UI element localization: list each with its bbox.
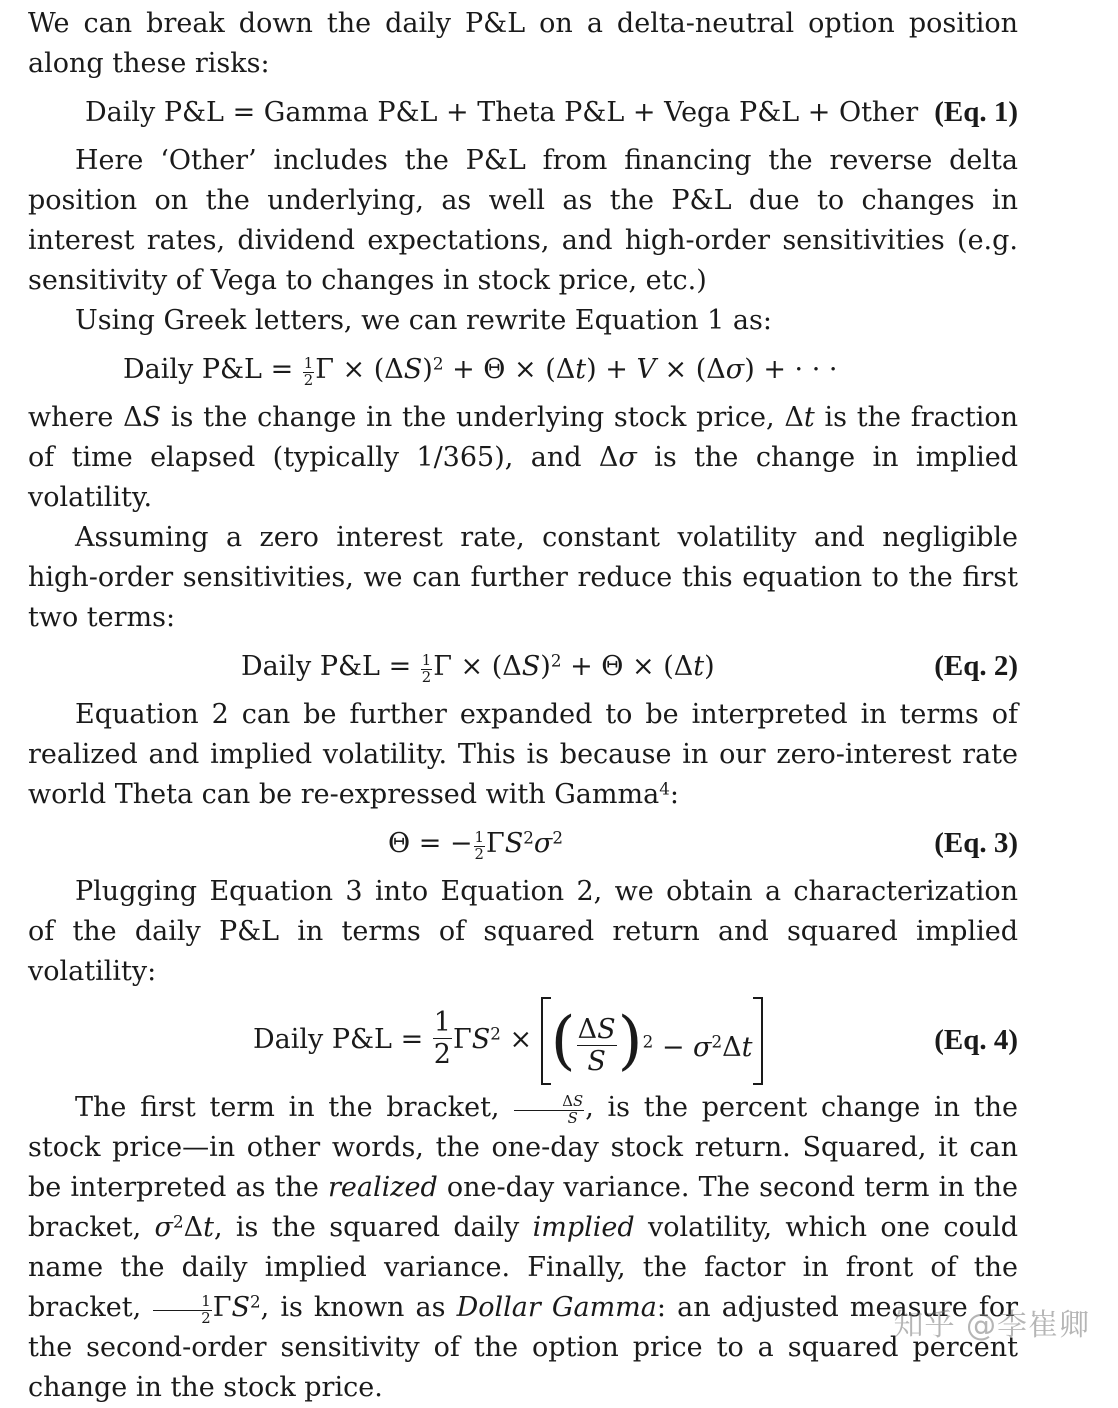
paragraph-where: where ΔS is the change in the underlying stock price, Δt is the fraction of time elapsed (typically 1/365), and Δσ is the change in implied volatility.	[28, 402, 1018, 513]
paragraph-expanded: Equation 2 can be further expanded to be interpreted in terms of realized and implied volatility. This is because in our zero-interest rate world Theta can be re-expressed with Gamma$^4$:	[28, 699, 1018, 810]
paragraph-assuming: Assuming a zero interest rate, constant volatility and negligible high-order sensitivities, we can further reduce this equation to the first two terms:	[28, 522, 1018, 633]
paragraph-intro: We can break down the daily P&L on a delta-neutral option position along these risks:	[28, 8, 1018, 79]
equation-2-label: (Eq. 2)	[934, 650, 1018, 682]
equation-1-label: (Eq. 1)	[934, 96, 1018, 128]
equation-3-body: Θ = − $\frac{1}{2}$ $\Gamma S^2\sigma^2$	[388, 827, 563, 863]
equation-greek	[28, 341, 1018, 398]
square-bracket: ( $\frac{\Delta S}{S}$ )$^2 - \sigma^2\Delta t$	[541, 997, 763, 1085]
equation-greek-lhs: Daily P&L =	[123, 354, 302, 385]
equation-3	[28, 815, 1018, 872]
paragraph-greek: Using Greek letters, we can rewrite Equation 1 as:	[75, 305, 772, 336]
equation-3-label: (Eq. 3)	[934, 827, 1018, 859]
equation-1	[28, 84, 1018, 141]
fraction-half: $\frac{1}{2}$	[303, 354, 314, 389]
equation-2-body: Daily P&L = $\frac{1}{2}$ $\Gamma \times (\Delta S)^2 + \Theta \times (\Delta t)$	[241, 650, 715, 686]
equation-4	[28, 992, 1018, 1088]
equation-2	[28, 638, 1018, 695]
document-page	[28, 4, 1018, 1408]
equation-greek-body: Daily P&L = $\frac{1}{2}$ $\Gamma \times (\Delta S)^2 + \Theta \times (\Delta t) + V \times (\Delta\sigma)$ + · · ·	[123, 353, 838, 389]
equation-1-body: Daily P&L = Gamma P&L + Theta P&L + Vega P&L + Other	[85, 97, 919, 128]
equation-4-label: (Eq. 4)	[934, 1024, 1018, 1056]
equation-4-body: Daily P&L = $\frac{1}{2}$ $\Gamma S^2$ × ( $\frac{\Delta S}{S}$ )$^2 - \sigma^2\Delta t$	[253, 992, 763, 1088]
paragraph-plugging: Plugging Equation 3 into Equation 2, we obtain a characterization of the daily P&L in terms of squared return and squared implied volatility:	[28, 876, 1018, 987]
paragraph-other: Here ‘Other’ includes the P&L from financing the reverse delta position on the underlying, as well as the P&L due to changes in interest rates, dividend expectations, and high-order sensitivities (e.g. sensitivity of Vega to changes in stock price, etc.)	[28, 145, 1018, 296]
paragraph-first-term: The first term in the bracket, $\frac{\Delta S}{S}$ , is the percent change in the stock price—in other words, the one-day stock return. Squared, it can be interpreted as the realized one-day variance. The second term in the bracket, $\sigma^2\Delta t$, is the squared daily implied volatility, which one could name the daily implied variance. Finally, the factor in front of the bracket, $\frac{1}{2}$ $\Gamma S^2$, is known as Dollar Gamma: an adjusted measure for the second-order sensitivity of the option price to a squared percent change in the stock price.	[28, 1092, 1019, 1403]
watermark: 知乎 @李崔卿	[893, 1308, 1090, 1343]
